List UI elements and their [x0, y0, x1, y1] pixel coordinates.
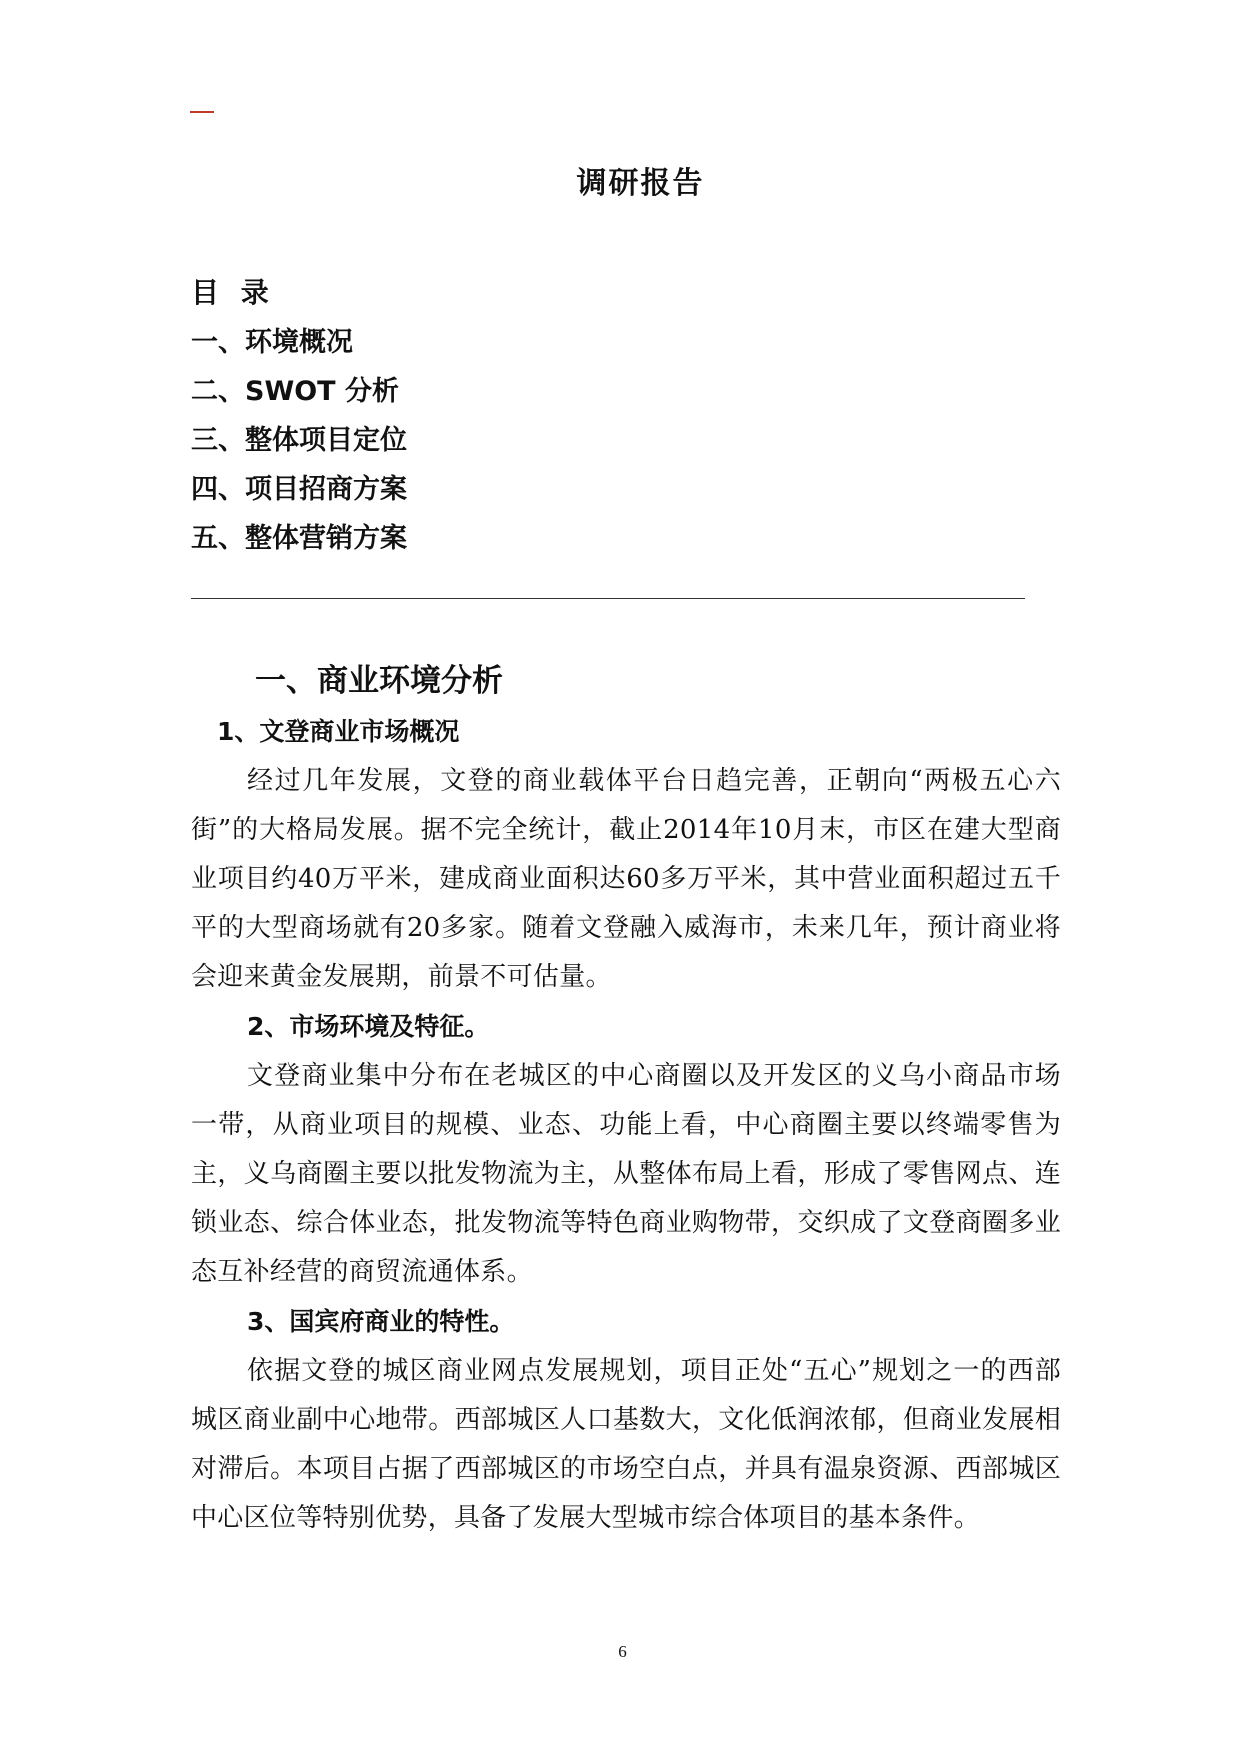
divider — [191, 598, 1025, 599]
red-mark — [190, 111, 214, 113]
section-business-environment — [191, 655, 1061, 1543]
section-title: 一、商业环境分析 — [255, 663, 503, 699]
subsection-heading: 3、国宾府商业的特性。 — [247, 1307, 515, 1336]
table-of-contents — [191, 268, 407, 563]
toc-item: 一、环境概况 — [191, 327, 353, 358]
toc-heading: 目 录 — [191, 276, 275, 309]
subsection-paragraph: 文登商业集中分布在老城区的中心商圈以及开发区的义乌小商品市场一带，从商业项目的规模、业态、功能上看，中心商圈主要以终端零售为主，义乌商圈主要以批发物流为主，从整体布局上看，形成了零售网点、连锁业态、综合体业态，批发物流等特色商业购物带，交织成了文登商圈多业态互补经营的商贸流通体系。 — [191, 1061, 1061, 1287]
subsection-paragraph: 经过几年发展，文登的商业载体平台日趋完善，正朝向“两极五心六街”的大格局发展。据不完全统计，截止2014年10月末，市区在建大型商业项目约40万平米，建成商业面积达60多万平米，其中营业面积超过五千平的大型商场就有20多家。随着文登融入威海市，未来几年，预计商业将会迎来黄金发展期，前景不可估量。 — [191, 766, 1061, 992]
subsection-heading: 1、文登商业市场概况 — [217, 717, 460, 746]
page-title: 调研报告 — [576, 166, 705, 201]
subsection-heading: 2、市场环境及特征。 — [247, 1012, 490, 1041]
toc-item: 四、项目招商方案 — [191, 474, 407, 505]
toc-item: 五、整体营销方案 — [191, 523, 407, 554]
toc-item: 三、整体项目定位 — [191, 425, 407, 456]
page-number: 6 — [618, 1642, 627, 1661]
subsection-paragraph: 依据文登的城区商业网点发展规划，项目正处“五心”规划之一的西部城区商业副中心地带。西部城区人口基数大，文化低润浓郁，但商业发展相对滞后。本项目占据了西部城区的市场空白点，并具有温泉资源、西部城区中心区位等特别优势，具备了发展大型城市综合体项目的基本条件。 — [191, 1356, 1061, 1533]
toc-item: 二、SWOT 分析 — [191, 376, 399, 407]
